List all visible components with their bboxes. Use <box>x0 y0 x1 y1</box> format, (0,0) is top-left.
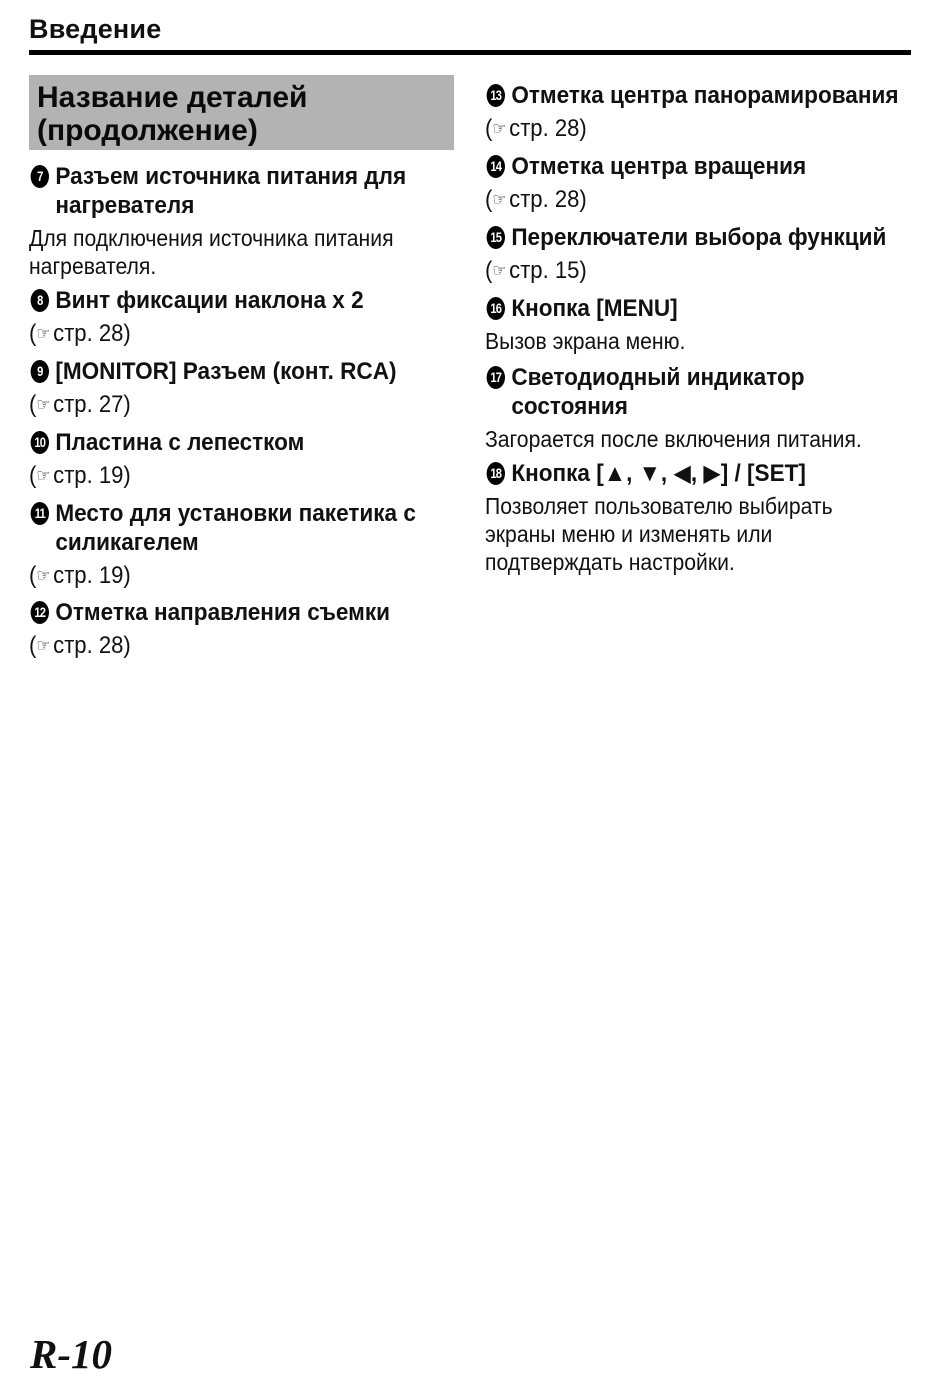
item-number-badge: 8 <box>31 289 49 312</box>
page-reference <box>29 390 434 420</box>
item-number-badge: 18 <box>487 462 505 485</box>
item-title-line2: состояния <box>511 393 628 420</box>
item-description-line2: нагревателя. <box>29 253 157 279</box>
list-item-12 <box>29 598 469 661</box>
ref-text: стр. 19) <box>53 462 131 489</box>
item-heading <box>29 357 443 386</box>
item-description <box>485 492 890 576</box>
item-title-line1: Светодиодный индикатор <box>511 364 805 391</box>
item-title <box>55 162 406 220</box>
list-item-11 <box>29 499 469 591</box>
ref-open-paren: ( <box>29 462 37 489</box>
item-heading <box>29 428 443 457</box>
item-heading <box>29 499 443 557</box>
item-description-line1: Для подключения источника питания <box>29 225 394 251</box>
item-title: Кнопка [MENU] <box>511 295 678 322</box>
ref-text: стр. 28) <box>53 632 131 659</box>
page-reference <box>485 256 890 286</box>
item-title: Винт фиксации наклона x 2 <box>55 287 364 314</box>
section-title-line1: Название деталей <box>37 81 308 114</box>
page-number: R-10 <box>30 1331 112 1377</box>
ref-text: стр. 15) <box>509 257 587 284</box>
item-number-badge: 17 <box>487 366 505 389</box>
item-heading <box>29 286 443 315</box>
list-item-10 <box>29 428 469 491</box>
item-title: Отметка центра панорамирования <box>511 82 899 109</box>
item-heading <box>29 162 443 220</box>
ref-open-paren: ( <box>29 391 37 418</box>
pointing-hand-icon: ☞ <box>492 119 507 138</box>
list-item-16 <box>485 294 925 355</box>
ref-text: стр. 28) <box>509 186 587 213</box>
pointing-hand-icon: ☞ <box>36 324 51 343</box>
list-item-15 <box>485 223 925 286</box>
list-item-17 <box>485 363 925 453</box>
item-heading <box>485 294 899 323</box>
item-heading <box>29 598 443 627</box>
header-rule <box>29 50 911 55</box>
ref-text: стр. 28) <box>53 320 131 347</box>
list-item-7 <box>29 162 469 280</box>
item-number-badge: 16 <box>487 297 505 320</box>
ref-open-paren: ( <box>485 186 493 213</box>
ref-text: стр. 19) <box>53 562 131 589</box>
item-description-line2: экраны меню и изменять или <box>485 521 773 547</box>
item-title-line2: силикагелем <box>55 529 199 556</box>
item-heading <box>485 152 899 181</box>
section-title-line2: (продолжение) <box>37 114 258 147</box>
item-title-line1: Разъем источника питания для <box>55 163 407 190</box>
page-reference <box>29 631 434 661</box>
page-reference <box>29 319 434 349</box>
item-title: Кнопка [▲, ▼, ◀, ▶] / [SET] <box>511 460 806 487</box>
item-title <box>511 363 804 421</box>
ref-open-paren: ( <box>29 632 37 659</box>
page-reference <box>29 561 434 591</box>
item-heading <box>485 459 899 488</box>
item-number-badge: 9 <box>31 360 49 383</box>
item-number-badge: 10 <box>31 431 49 454</box>
item-number-badge: 7 <box>31 165 49 188</box>
page-reference <box>485 185 890 215</box>
item-number-badge: 14 <box>487 155 505 178</box>
item-description <box>485 327 890 355</box>
item-title-line2: нагревателя <box>55 192 195 219</box>
item-description-line1: Позволяет пользователю выбирать <box>485 493 833 519</box>
item-heading <box>485 81 899 110</box>
item-title-line1: Место для установки пакетика с <box>55 500 416 527</box>
item-title: [MONITOR] Разъем (конт. RCA) <box>55 358 397 385</box>
item-heading <box>485 223 899 252</box>
item-title <box>55 499 416 557</box>
ref-open-paren: ( <box>29 320 37 347</box>
item-title: Отметка направления съемки <box>55 599 391 626</box>
item-number-badge: 11 <box>31 502 49 525</box>
ref-open-paren: ( <box>485 115 493 142</box>
item-number-badge: 15 <box>487 226 505 249</box>
item-description <box>29 224 434 280</box>
page-reference <box>29 461 434 491</box>
item-number-badge: 13 <box>487 84 505 107</box>
pointing-hand-icon: ☞ <box>492 190 507 209</box>
pointing-hand-icon: ☞ <box>36 466 51 485</box>
list-item-13 <box>485 81 925 144</box>
ref-text: стр. 27) <box>53 391 131 418</box>
pointing-hand-icon: ☞ <box>36 636 51 655</box>
list-item-18 <box>485 459 925 576</box>
item-description <box>485 425 890 453</box>
list-item-14 <box>485 152 925 215</box>
page-reference <box>485 114 890 144</box>
list-item-8 <box>29 286 469 349</box>
item-heading <box>485 363 899 421</box>
item-title: Переключатели выбора функций <box>511 224 887 251</box>
pointing-hand-icon: ☞ <box>36 395 51 414</box>
ref-open-paren: ( <box>29 562 37 589</box>
ref-open-paren: ( <box>485 257 493 284</box>
ref-text: стр. 28) <box>509 115 587 142</box>
section-title-box <box>29 75 454 150</box>
list-item-9 <box>29 357 469 420</box>
item-title: Отметка центра вращения <box>511 153 807 180</box>
page-header-title: Введение <box>29 14 162 44</box>
item-title: Пластина с лепестком <box>55 429 305 456</box>
item-description-line3: подтверждать настройки. <box>485 549 735 575</box>
item-description-line1: Загорается после включения питания. <box>485 426 862 452</box>
item-number-badge: 12 <box>31 601 49 624</box>
pointing-hand-icon: ☞ <box>36 566 51 585</box>
pointing-hand-icon: ☞ <box>492 261 507 280</box>
item-description-line1: Вызов экрана меню. <box>485 328 686 354</box>
